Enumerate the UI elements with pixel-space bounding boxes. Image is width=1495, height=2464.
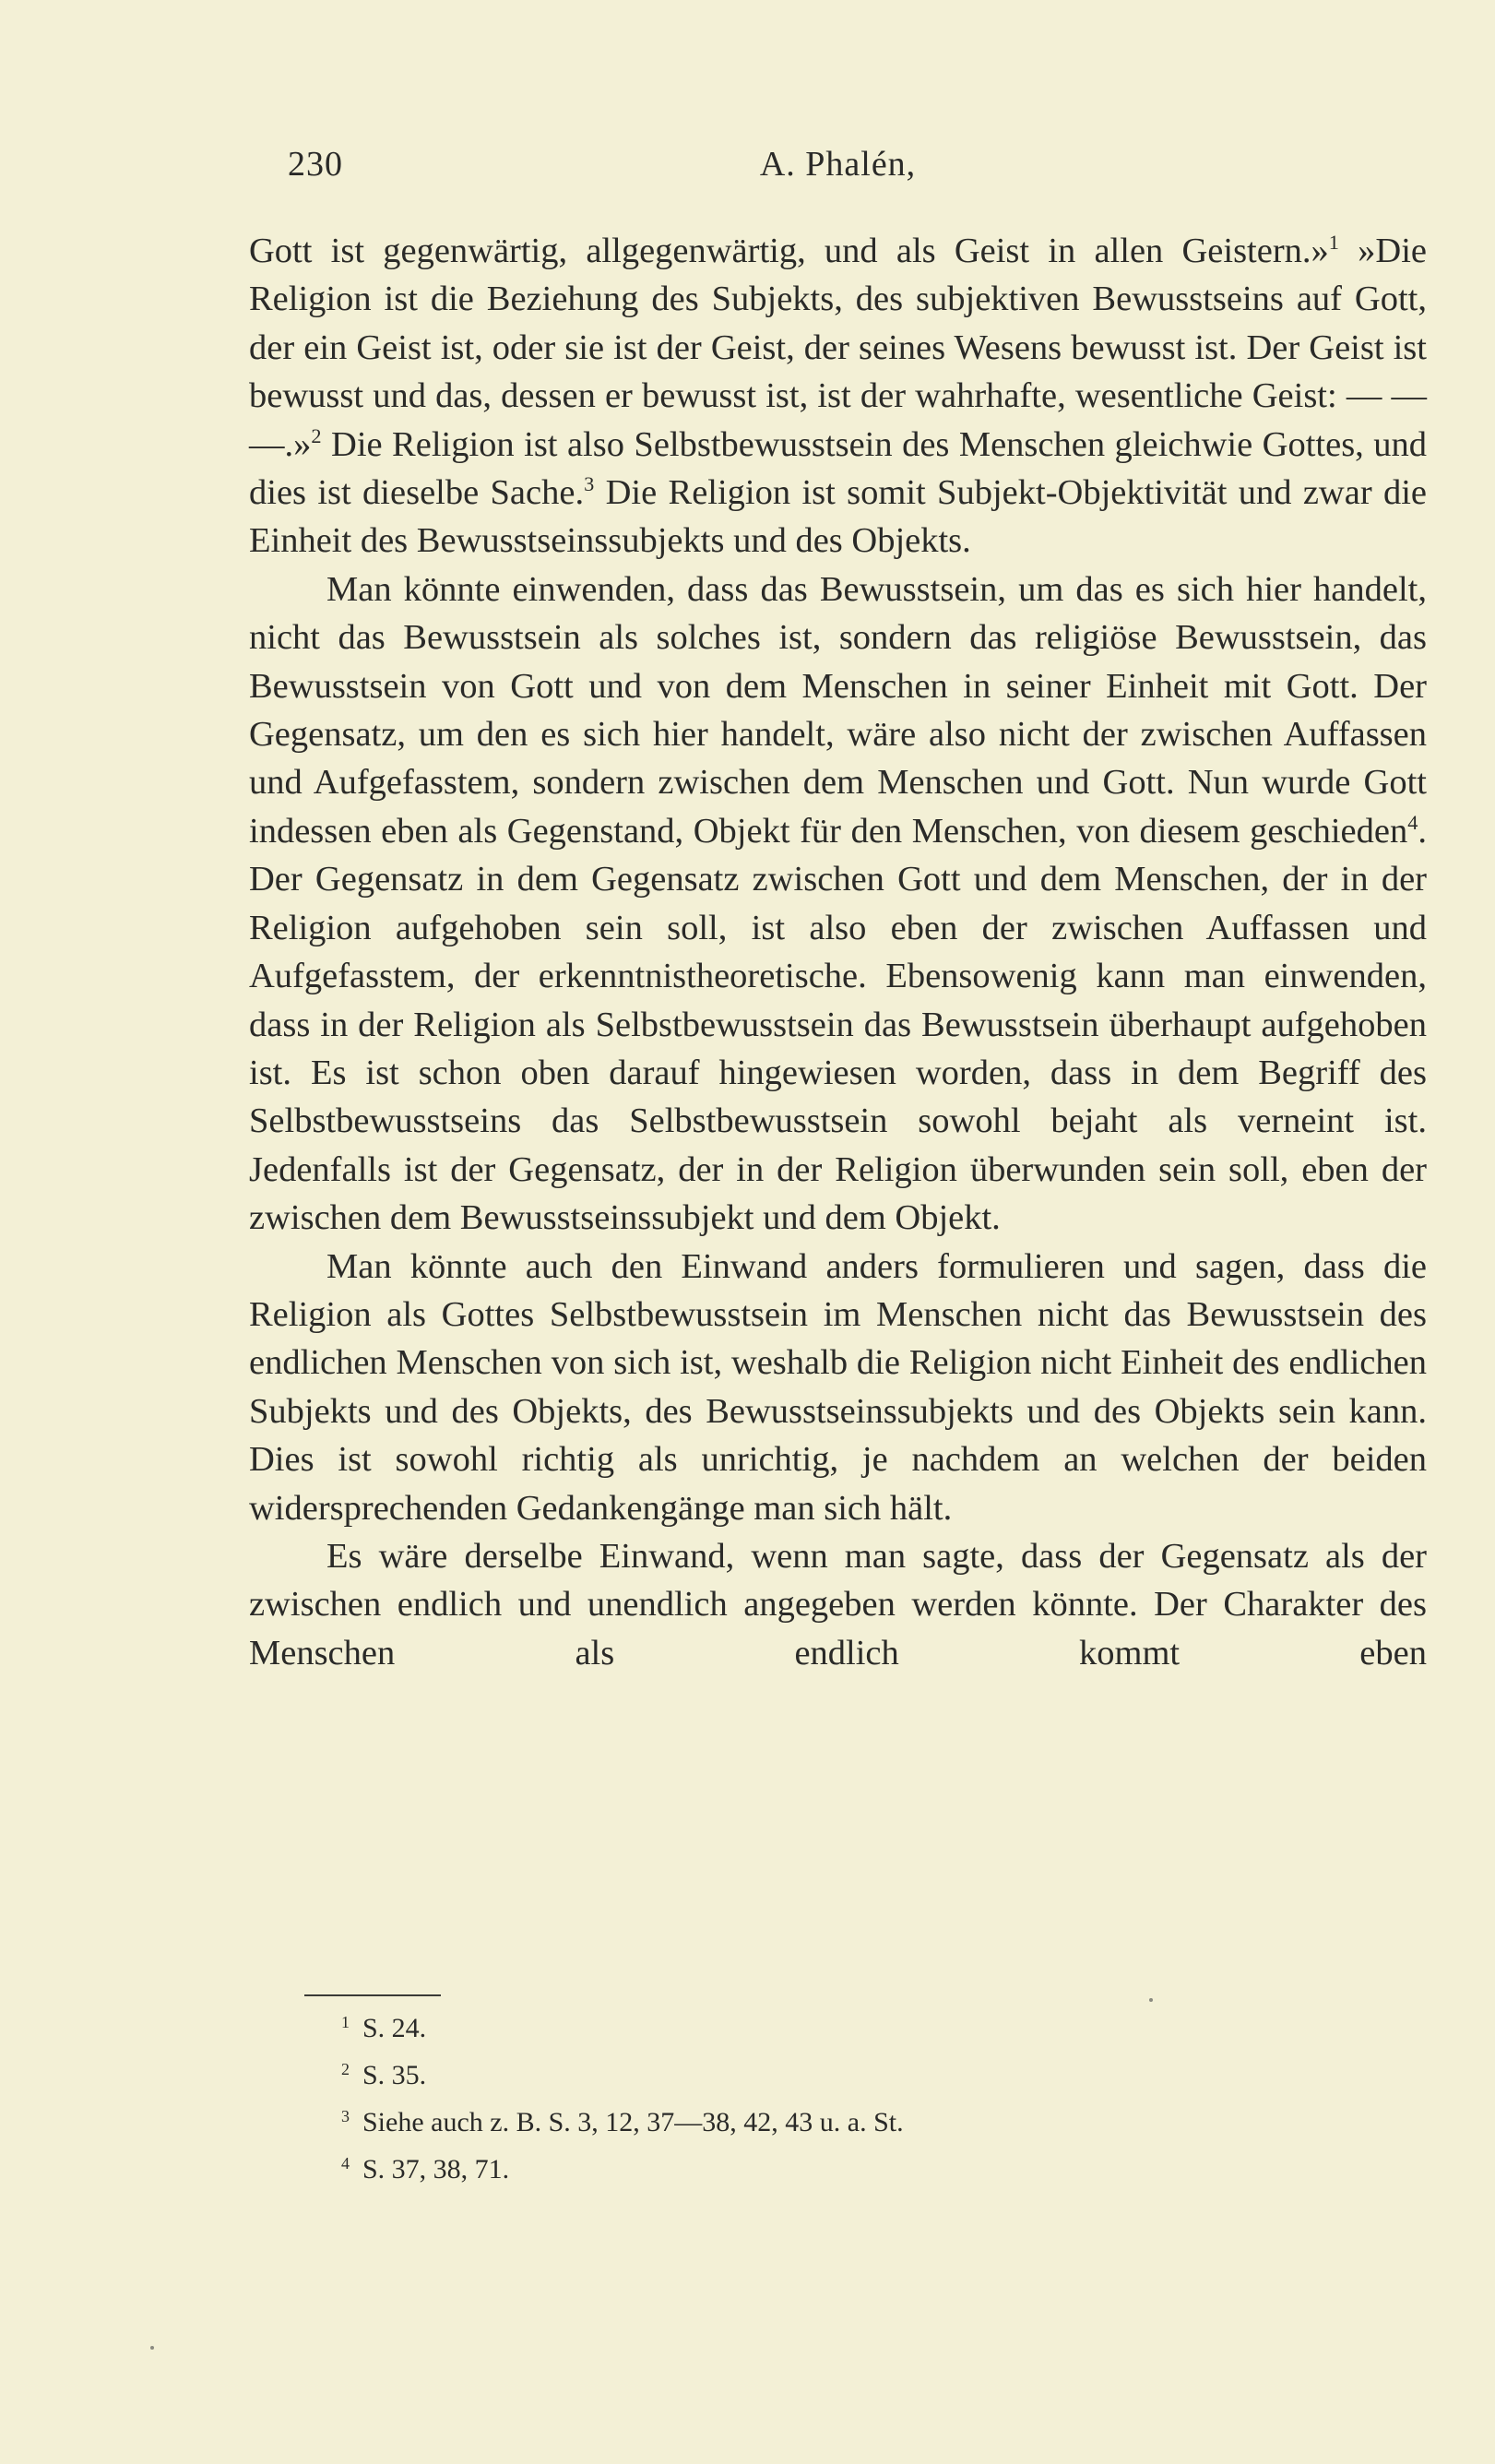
footnote-text: S. 37, 38, 71.	[362, 2153, 510, 2184]
footnote-text: S. 24.	[362, 2012, 427, 2043]
footnote	[341, 2096, 1356, 2143]
text-span: Gott ist gegenwärtig, allgegenwärtig, und als Geist in allen Geistern.»	[249, 232, 1329, 270]
footnote-mark: 3	[341, 2106, 350, 2125]
footnote	[341, 2049, 1356, 2096]
paragraph	[249, 565, 1427, 1243]
footnote-text: S. 35.	[362, 2059, 427, 2090]
running-head: A. Phalén,	[759, 145, 917, 184]
scan-speck	[1149, 1998, 1153, 2002]
text-span: Die Religion ist also Selbstbewusstsein des Menschen gleichwie Gottes, und dies ist dieselbe Sache.	[249, 424, 1428, 513]
paragraph: Es wäre derselbe Einwand, wenn man sagte, dass der Gegensatz als der zwischen endlich und unendlich angegeben werden könnte. Der Charakter des Menschen als endlich kommt eben	[249, 1536, 1427, 1672]
note-reference: 4	[1407, 811, 1418, 835]
body-text	[249, 227, 1427, 1677]
footnote-mark: 1	[341, 2013, 350, 2031]
footnotes	[341, 2002, 1356, 2190]
note-reference: 1	[1328, 231, 1339, 255]
note-reference: 2	[311, 423, 322, 447]
page-header	[249, 140, 1427, 188]
footnote-rule	[304, 1994, 441, 1996]
paragraph-continued	[249, 227, 1427, 565]
footnote-mark: 4	[341, 2153, 350, 2172]
text-span: Man könnte einwenden, dass das Bewusstsein, um das es sich hier handelt, nicht das Bewusstsein als solches ist, sondern das religiöse Bewusstsein, das Bewusstsein von Gott und von dem Menschen in seiner Einheit mit Gott. Der Gegensatz, um den es sich hier handelt, wäre also nicht der zwischen Auffassen und Aufgefasstem, sondern zwischen dem Menschen und Gott. Nun wurde Gott indessen eben als Gegenstand, Objekt für den Menschen, von diesem geschieden	[249, 569, 1427, 851]
footnote	[341, 2002, 1356, 2049]
text-span: »Die Religion ist die Beziehung des Subjekts, des subjektiven Bewusstseins auf Gott, der ein Geist ist, oder sie ist der Geist, der seines Wesens bewusst ist. Der Geist ist bewusst und das, dessen er bewusst ist, ist der wahrhafte, wesentliche Geist: — — —.»	[249, 232, 1428, 464]
scan-speck	[150, 2346, 154, 2350]
paragraph: Man könnte auch den Einwand anders formulieren und sagen, dass die Religion als Gottes Selbstbewusstsein im Menschen nicht das Bewusstsein des endlichen Menschen von sich ist, weshalb die Religion nicht Einheit des endlichen Subjekts und des Objekts, des Bewusstseinssubjekts und des Objekts sein kann. Dies ist sowohl richtig als unrichtig, je nachdem an welchen der beiden widersprechenden Gedankengänge man sich hält.	[249, 1246, 1427, 1528]
note-reference: 3	[584, 472, 595, 496]
page-number: 230	[288, 145, 343, 184]
footnote-text: Siehe auch z. B. S. 3, 12, 37—38, 42, 43 u. a. St.	[362, 2106, 904, 2137]
text-span: Die Religion ist somit Subjekt-Objektivität und zwar die Einheit des Bewusstseinssubjekts und des Objekts.	[249, 473, 1428, 561]
footnote	[341, 2143, 1356, 2190]
text-span: . Der Gegensatz in dem Gegensatz zwischen Gott und dem Menschen, der in der Religion aufgehoben sein soll, ist also eben der zwischen Auffassen und Aufgefasstem, der erkenntnistheoretische. Ebensowenig kann man einwenden, dass in der Religion als Selbstbewusstsein das Bewusstsein überhaupt aufgehoben ist. Es ist schon oben darauf hingewiesen worden, dass in dem Begriff des Selbstbewusstseins das Selbstbewusstsein sowohl bejaht als verneint ist. Jedenfalls ist der Gegensatz, der in der Religion überwunden sein soll, eben der zwischen dem Bewusstseinssubjekt und dem Objekt.	[249, 811, 1427, 1238]
footnote-mark: 2	[341, 2059, 350, 2078]
